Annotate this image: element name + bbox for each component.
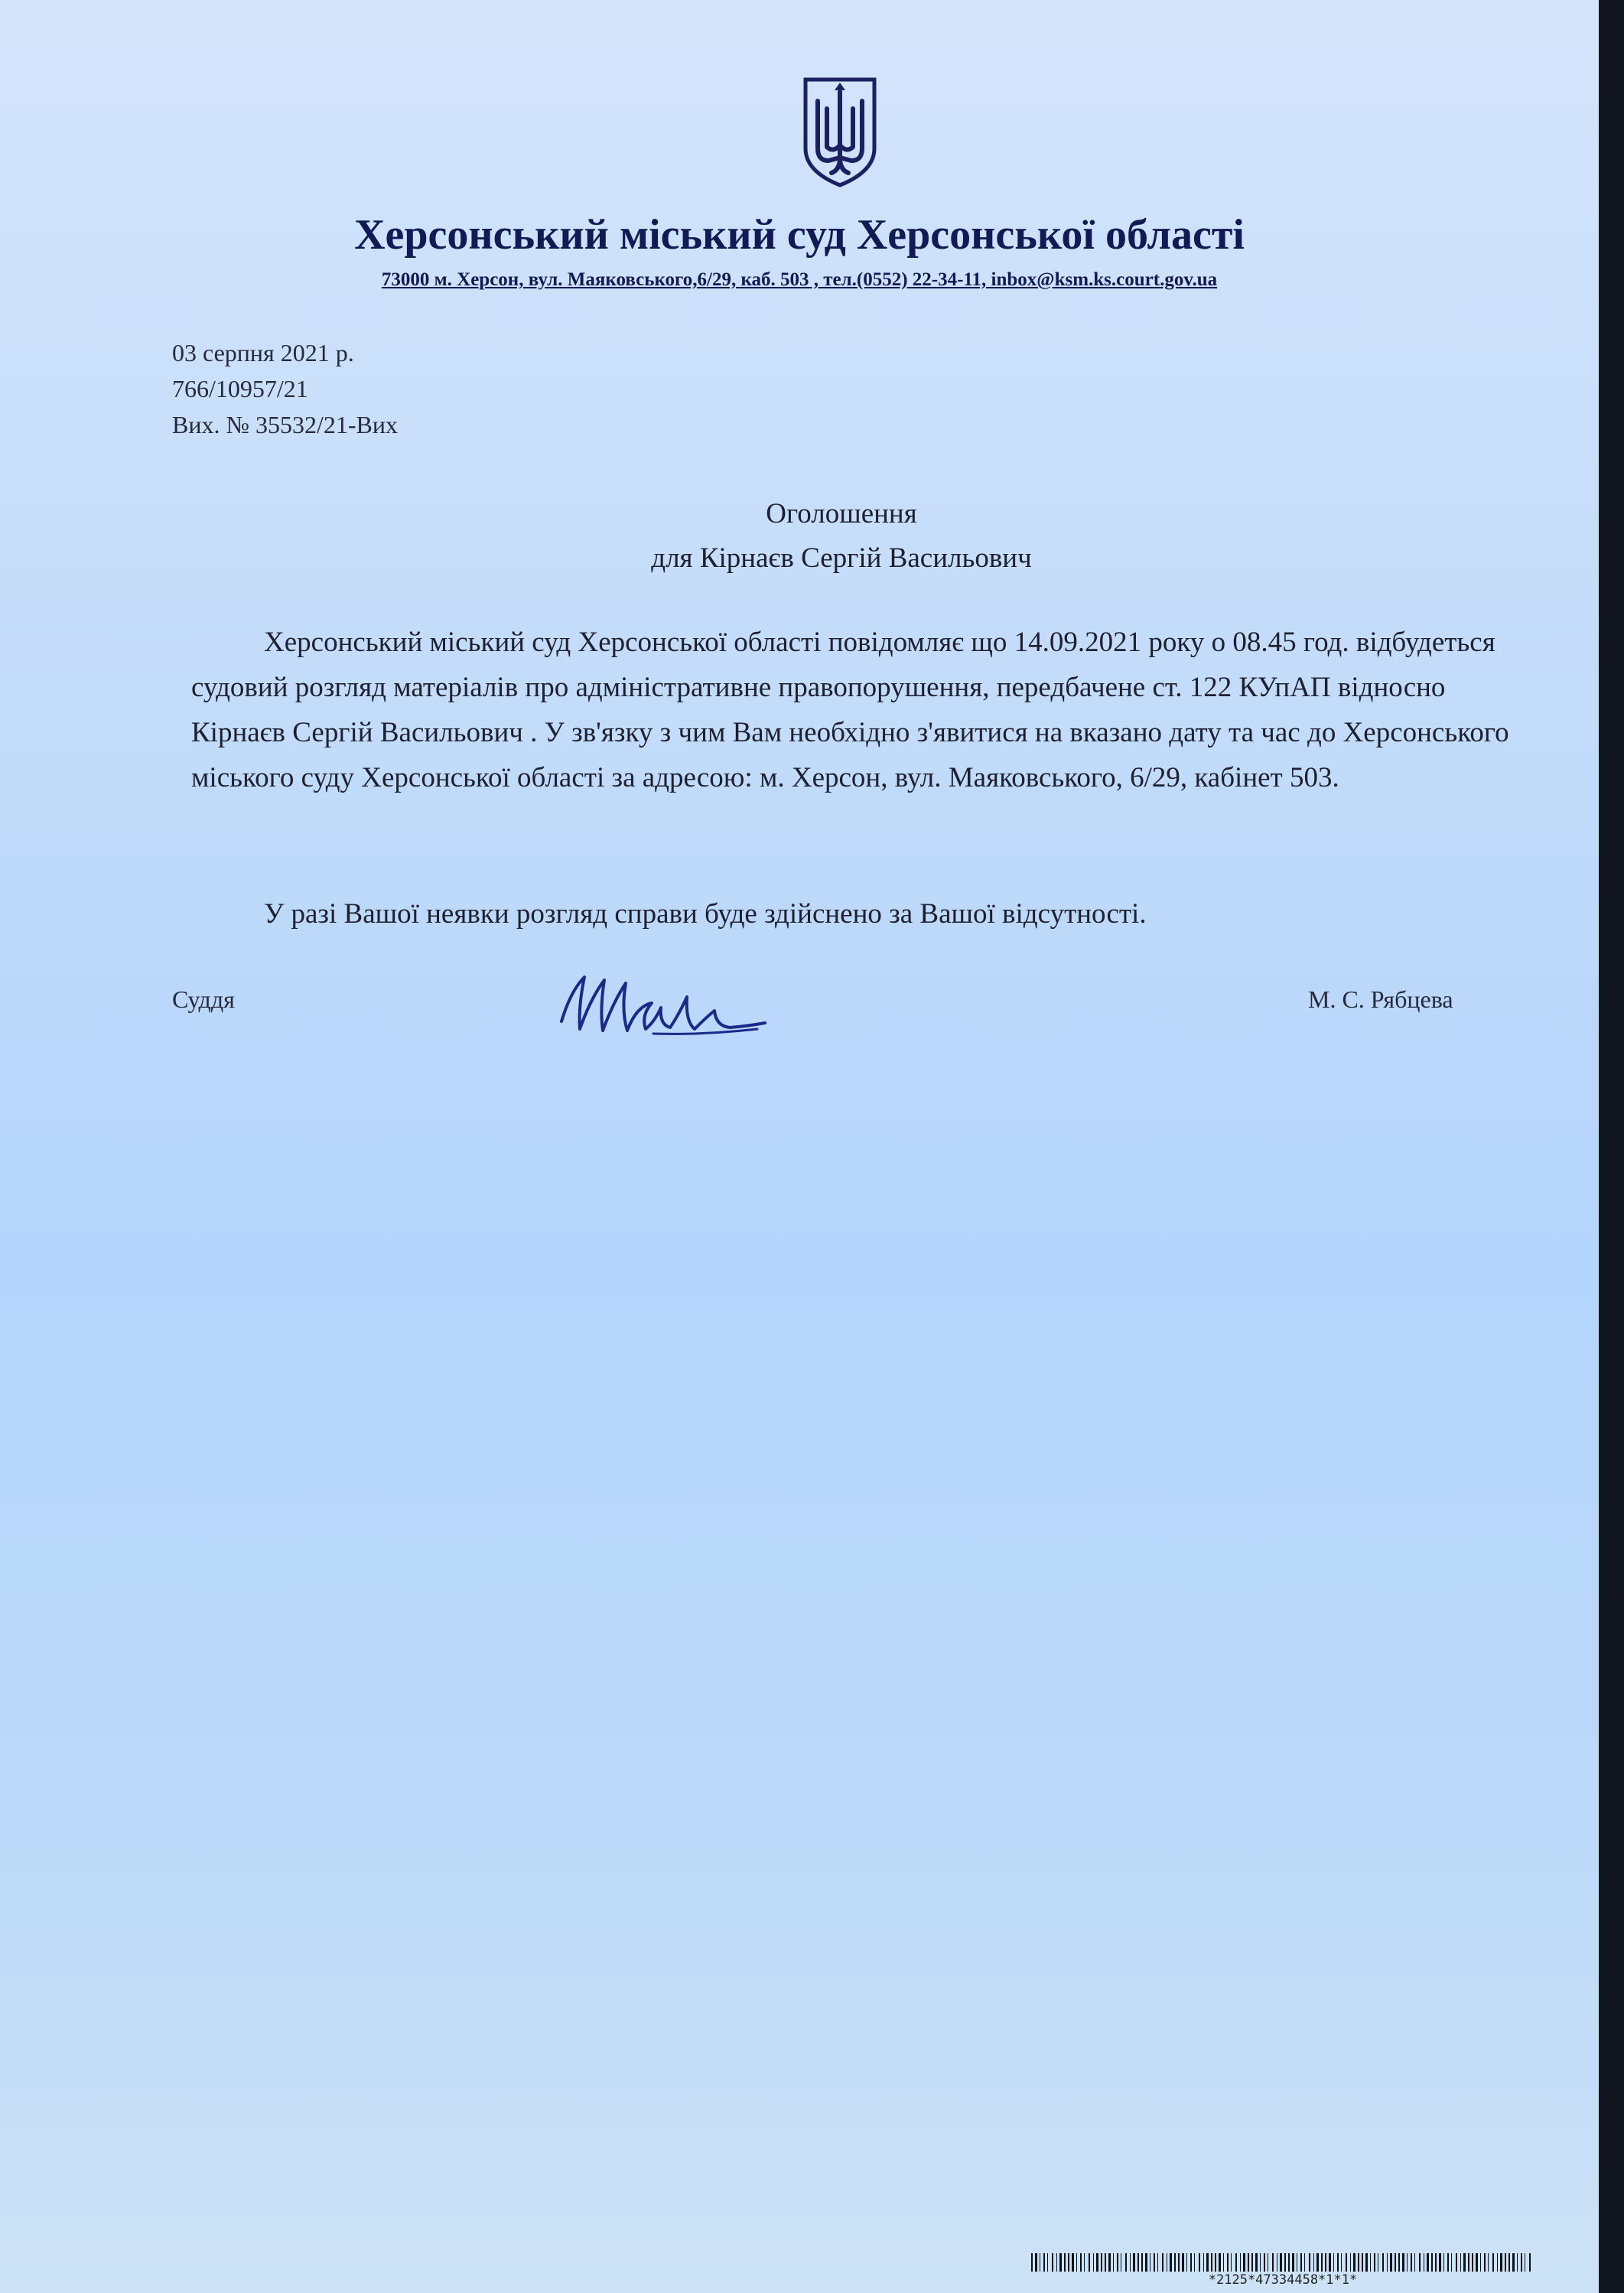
notice-paragraph-2: У разі Вашої неявки розгляд справи буде здійснено за Вашої відсутності.: [264, 898, 1147, 930]
coat-of-arms-icon: [801, 75, 879, 188]
document-date: 03 серпня 2021 р.: [172, 339, 354, 366]
court-address: 73000 м. Херсон, вул. Маяковського,6/29, каб. 503 , тел.(0552) 22-34-11, inbox@ksm.ks.court.gov.ua: [381, 269, 1218, 290]
case-number: 766/10957/21: [172, 375, 308, 402]
document-meta: [172, 335, 398, 443]
outgoing-number: Вих. № 35532/21-Вих: [172, 411, 399, 438]
judge-label: Суддя: [172, 985, 235, 1013]
notice-addressee: для Кірнаєв Сергій Васильович: [651, 542, 1032, 574]
court-name: Херсонський міський суд Херсонської області: [354, 211, 1245, 259]
barcode-text: *2125*47334458*1*1*: [1208, 2272, 1358, 2288]
notice-title: Оголошення: [766, 498, 917, 529]
handwritten-signature: [557, 960, 771, 1052]
judge-name: М. С. Рябцева: [1308, 985, 1453, 1013]
notice-paragraph-1: Херсонський міський суд Херсонської області повідомляє що 14.09.2021 року о 08.45 год. відбудеться судовий розгляд матеріалів про адміністративне правопорушення, передбачене ст. 122 КУпАП відносно Кірнаєв Сергій Васильович . У зв'язку з чим Вам необхідно з'явитися на вказано дату та час до Херсонського міського суду Херсонської області за адресою: м. Херсон, вул. Маяковського, 6/29, кабінет 503.: [191, 627, 1509, 793]
barcode-icon: [1031, 2253, 1535, 2272]
scan-edge: [1599, 0, 1624, 2293]
